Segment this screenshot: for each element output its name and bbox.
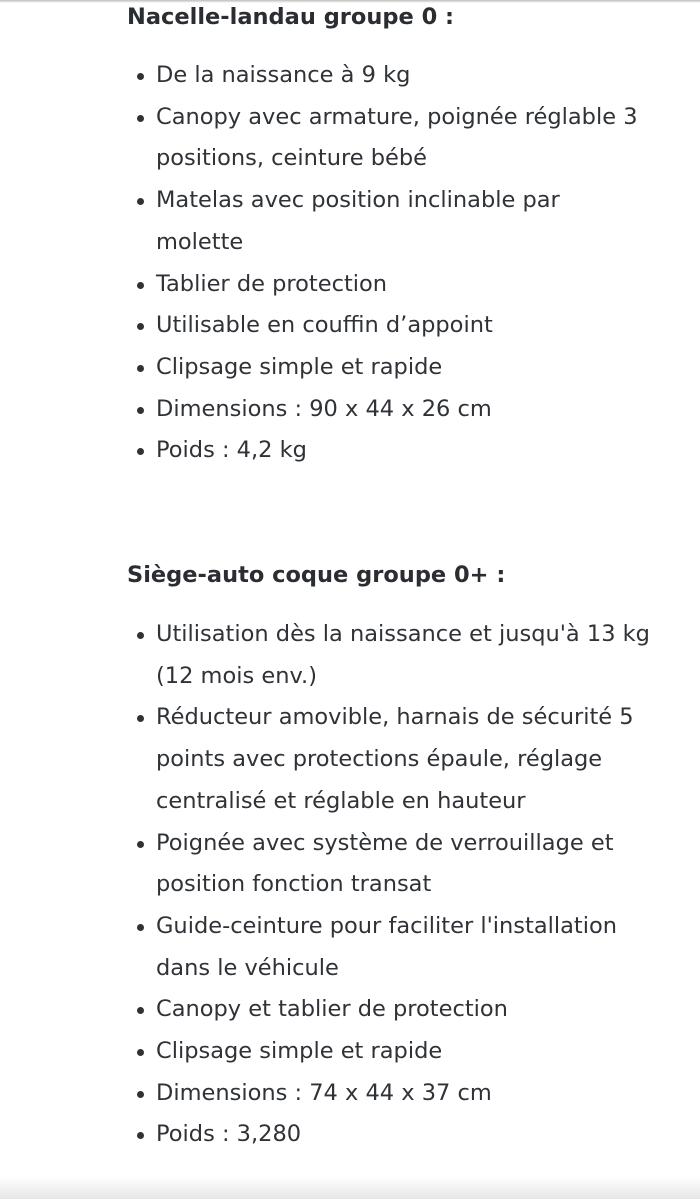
list-item-text: De la naissance à 9 kg [156, 62, 411, 88]
list-item-text: Canopy avec armature, poignée réglable 3 positions, ceinture bébé [156, 103, 638, 172]
list-item-text: Réducteur amovible, harnais de sécurité 5 points avec protections épaule, réglage centralisé et réglable en hauteur [156, 704, 634, 814]
list-item [0, 389, 700, 431]
list-item [0, 906, 700, 989]
spec-list-siege-auto [0, 614, 700, 1156]
list-item [0, 97, 700, 180]
list-item [0, 1073, 700, 1115]
list-item [0, 989, 700, 1031]
list-item [0, 823, 700, 906]
bullet-icon [137, 1132, 144, 1139]
list-item [0, 614, 700, 697]
list-item [0, 305, 700, 347]
bullet-icon [137, 323, 144, 330]
bullet-icon [137, 1091, 144, 1098]
spec-list-nacelle [0, 55, 700, 472]
bullet-icon [137, 841, 144, 848]
list-item-text: Clipsage simple et rapide [156, 1038, 443, 1065]
list-item [0, 430, 700, 472]
list-item [0, 180, 700, 263]
bullet-icon [137, 198, 144, 205]
bullet-icon [137, 448, 144, 455]
bullet-icon [137, 715, 144, 722]
section-title-siege-auto: Siège-auto coque groupe 0+ : [127, 562, 506, 588]
list-item-text: Poids : 4,2 kg [156, 437, 307, 464]
list-item-text: Utilisable en couffin d’appoint [156, 312, 493, 339]
bottom-shade [0, 1177, 700, 1199]
bullet-icon [137, 282, 144, 289]
bullet-icon [137, 73, 144, 80]
list-item [0, 264, 700, 306]
list-item-text: Dimensions : 90 x 44 x 26 cm [156, 395, 492, 422]
list-item-text: Tablier de protection [156, 270, 388, 297]
list-item [0, 1114, 700, 1156]
list-item-text: Clipsage simple et rapide [156, 353, 443, 380]
list-item-text: Poids : 3,280 [156, 1121, 302, 1148]
bullet-icon [137, 365, 144, 372]
list-item [0, 697, 700, 822]
bullet-icon [137, 407, 144, 414]
list-item-text: Canopy et tablier de protection [156, 996, 508, 1023]
section-title-nacelle: Nacelle-landau groupe 0 : [127, 4, 455, 30]
list-item-text: Matelas avec position inclinable par molette [156, 187, 560, 255]
bullet-icon [137, 632, 144, 639]
list-item [0, 347, 700, 389]
bullet-icon [137, 115, 144, 122]
list-item-text: Utilisation dès la naissance et jusqu'à 13 kg (12 mois env.) [156, 621, 650, 689]
list-item-text: Dimensions : 74 x 44 x 37 cm [156, 1079, 492, 1106]
bullet-icon [137, 1049, 144, 1056]
list-item-text: Poignée avec système de verrouillage et position fonction transat [156, 829, 614, 898]
list-item-text: Guide-ceinture pour faciliter l'installation dans le véhicule [156, 912, 618, 981]
list-item [0, 1031, 700, 1073]
bullet-icon [137, 924, 144, 931]
bullet-icon [137, 1007, 144, 1014]
list-item [0, 55, 700, 97]
